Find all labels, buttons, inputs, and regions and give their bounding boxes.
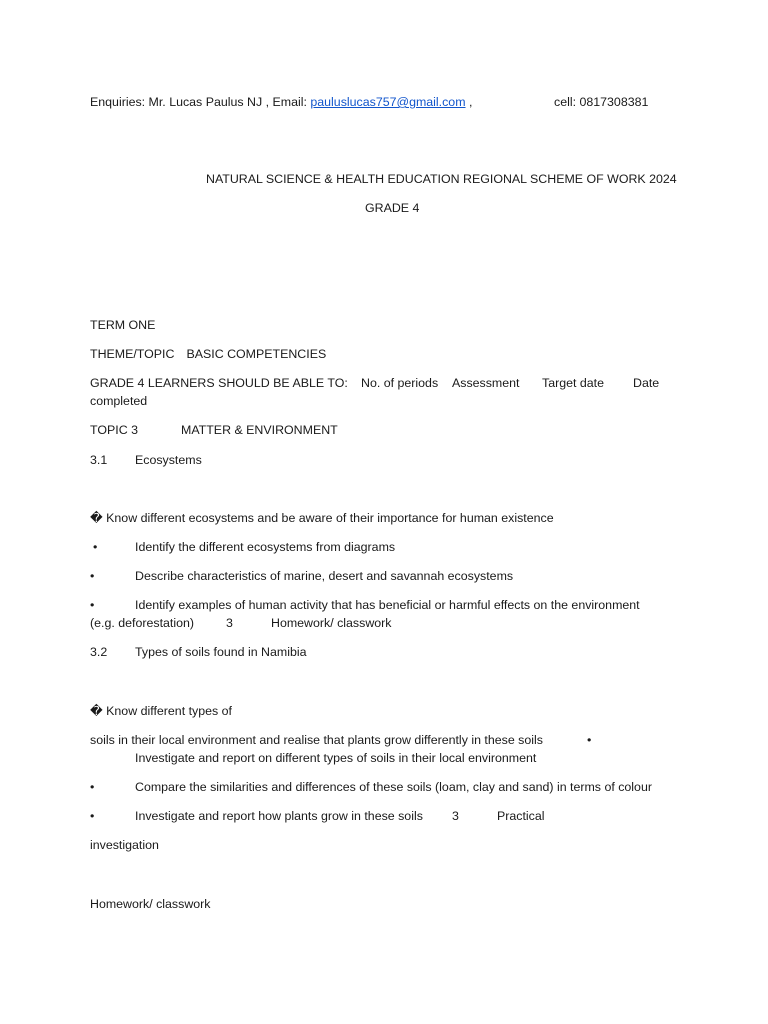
competency-goal-continued: soils in their local environment and realise that plants grow differently in these soils bbox=[90, 733, 543, 747]
section-name: Types of soils found in Namibia bbox=[135, 645, 307, 659]
section-number: 3.1 bbox=[90, 453, 108, 467]
document-title: NATURAL SCIENCE & HEALTH EDUCATION REGIONAL SCHEME OF WORK 2024 bbox=[206, 172, 677, 186]
topic-number: TOPIC 3 bbox=[90, 423, 138, 437]
periods-value: 3 bbox=[452, 809, 459, 823]
cell-number: cell: 0817308381 bbox=[554, 95, 649, 109]
email-link[interactable]: pauluslucas757@gmail.com bbox=[310, 95, 466, 109]
theme-row bbox=[90, 346, 326, 362]
assessment-value: Homework/ classwork bbox=[90, 897, 211, 911]
assessment-value: Homework/ classwork bbox=[271, 616, 392, 630]
bullet-icon: • bbox=[90, 598, 95, 612]
bullet-icon: • bbox=[90, 780, 95, 794]
assessment-value-continued: investigation bbox=[90, 838, 159, 852]
bullet-icon: • bbox=[90, 569, 95, 583]
periods-column-label: No. of periods bbox=[361, 376, 439, 390]
section-number: 3.2 bbox=[90, 645, 108, 659]
bullet-item: Describe characteristics of marine, desert and savannah ecosystems bbox=[135, 569, 514, 583]
learners-column-label: GRADE 4 LEARNERS SHOULD BE ABLE TO: bbox=[90, 376, 348, 390]
bullet-item: Identify examples of human activity that has beneficial or harmful effects on the environment bbox=[135, 598, 640, 612]
bullet-item: Investigate and report how plants grow in these soils bbox=[135, 809, 423, 823]
topic-name: MATTER & ENVIRONMENT bbox=[181, 423, 338, 437]
bullet-item: Investigate and report on different types of soils in their local environment bbox=[135, 751, 537, 765]
enquiries-line bbox=[90, 94, 472, 110]
bullet-icon: • bbox=[587, 733, 592, 747]
grade-heading: GRADE 4 bbox=[365, 201, 420, 215]
competency-goal: � Know different types of bbox=[90, 704, 232, 718]
assessment-column-label: Assessment bbox=[452, 376, 520, 390]
term-heading: TERM ONE bbox=[90, 318, 156, 332]
section-name: Ecosystems bbox=[135, 453, 202, 467]
enquiries-text: Enquiries: Mr. Lucas Paulus NJ , Email: bbox=[90, 95, 311, 109]
periods-value: 3 bbox=[226, 616, 233, 630]
target-date-column-label: Target date bbox=[542, 376, 604, 390]
completed-column-label: completed bbox=[90, 394, 148, 408]
date-column-label: Date bbox=[633, 376, 660, 390]
email-separator: , bbox=[465, 95, 473, 109]
bullet-item: Compare the similarities and differences of these soils (loam, clay and sand) in terms of colour bbox=[135, 780, 652, 794]
competencies-label: BASIC COMPETENCIES bbox=[186, 347, 327, 361]
bullet-icon: • bbox=[93, 540, 98, 554]
bullet-icon: • bbox=[90, 809, 95, 823]
bullet-item: Identify the different ecosystems from diagrams bbox=[135, 540, 396, 554]
theme-label: THEME/TOPIC bbox=[90, 347, 175, 361]
example-text: (e.g. deforestation) bbox=[90, 616, 195, 630]
competency-goal: � Know different ecosystems and be aware of their importance for human existence bbox=[90, 511, 554, 525]
assessment-value: Practical bbox=[497, 809, 545, 823]
